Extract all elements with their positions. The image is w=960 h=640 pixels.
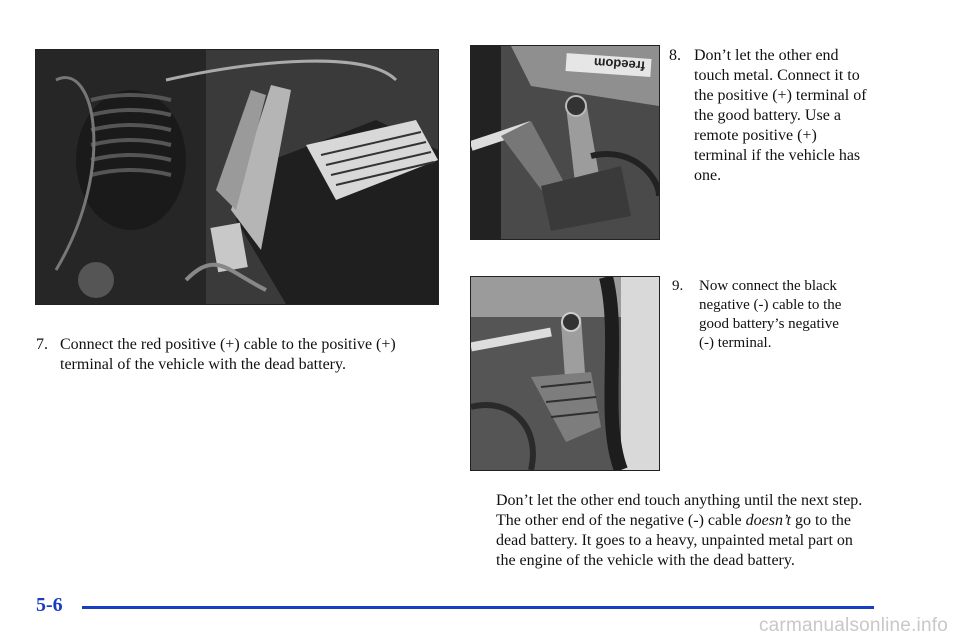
step-text: Now connect the black negative (-) cable to the good battery’s negative (-) terminal. bbox=[699, 278, 842, 351]
note-emphasis: doesn’t bbox=[745, 512, 791, 529]
battery-label-text: freedom bbox=[593, 55, 646, 74]
footer-divider bbox=[82, 606, 874, 609]
step-text: Connect the red positive (+) cable to the positive (+) terminal of the vehicle with the dead battery. bbox=[60, 336, 396, 373]
caution-paragraph bbox=[496, 491, 876, 571]
note-text-continued: go to the dead battery. It goes to a heavy, unpainted metal part on the engine of the vehicle with the dead battery. bbox=[496, 512, 853, 569]
photo-good-battery-negative bbox=[470, 276, 660, 471]
page-number: 5-6 bbox=[36, 594, 63, 616]
step-text: Don’t let the other end touch metal. Connect it to the positive (+) terminal of the good battery. Use a remote positive (+) terminal if the vehicle has one. bbox=[694, 47, 867, 184]
step-number: 8. bbox=[669, 47, 681, 64]
photo-good-battery-positive bbox=[470, 45, 660, 240]
photo-engine-positive-clamp bbox=[35, 49, 439, 305]
watermark: carmanualsonline.info bbox=[758, 615, 948, 636]
step-number: 7. bbox=[36, 336, 48, 353]
step-number: 9. bbox=[672, 278, 684, 294]
note-text: Don’t let the other end touch anything until the next step. The other end of the negative (-) cable bbox=[496, 492, 863, 529]
